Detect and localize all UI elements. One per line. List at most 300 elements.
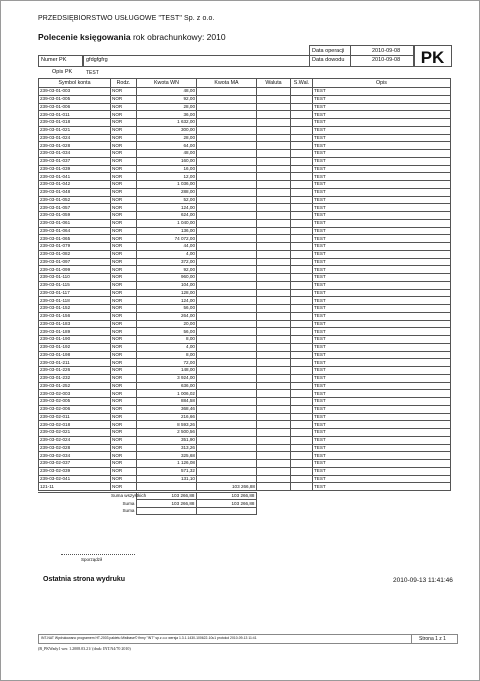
table-row: [39, 126, 451, 134]
row-s-wal: [291, 188, 313, 196]
row-symbol: 239-03-01-183: [39, 320, 111, 328]
row-opis: TEST: [313, 405, 451, 413]
row-symbol: 239-03-01-118: [39, 297, 111, 305]
row-s-wal: [291, 126, 313, 134]
row-opis: TEST: [313, 460, 451, 468]
row-s-wal: [291, 134, 313, 142]
row-waluta: [257, 374, 291, 382]
row-s-wal: [291, 274, 313, 282]
row-opis: TEST: [313, 126, 451, 134]
row-s-wal: [291, 297, 313, 305]
row-opis: TEST: [313, 111, 451, 119]
row-rodz: NOR: [111, 95, 137, 103]
row-kwota-wn: 2 500,56: [137, 429, 197, 437]
col-opis: Opis: [313, 79, 451, 88]
row-symbol: 239-03-02-041: [39, 475, 111, 483]
row-kwota-wn: 4,00: [137, 250, 197, 258]
row-rodz: NOR: [111, 297, 137, 305]
row-waluta: [257, 467, 291, 475]
row-symbol: 239-03-01-003: [39, 88, 111, 96]
table-row: [39, 165, 451, 173]
row-kwota-ma: [197, 165, 257, 173]
row-kwota-wn: 28,00: [137, 103, 197, 111]
col-rodz: Rodz.: [111, 79, 137, 88]
row-opis: TEST: [313, 157, 451, 165]
row-kwota-ma: [197, 359, 257, 367]
row-s-wal: [291, 196, 313, 204]
row-s-wal: [291, 289, 313, 297]
row-s-wal: [291, 266, 313, 274]
row-kwota-ma: [197, 126, 257, 134]
row-waluta: [257, 150, 291, 158]
postings-table: [38, 78, 451, 491]
row-rodz: NOR: [111, 359, 137, 367]
row-waluta: [257, 475, 291, 483]
row-s-wal: [291, 235, 313, 243]
row-waluta: [257, 398, 291, 406]
row-kwota-wn: 124,00: [137, 204, 197, 212]
row-symbol: 239-03-02-011: [39, 413, 111, 421]
row-opis: TEST: [313, 343, 451, 351]
row-symbol: 239-03-01-011: [39, 111, 111, 119]
row-s-wal: [291, 320, 313, 328]
row-kwota-wn: 92,00: [137, 266, 197, 274]
row-rodz: NOR: [111, 126, 137, 134]
row-kwota-wn: 48,00: [137, 150, 197, 158]
row-rodz: NOR: [111, 258, 137, 266]
row-waluta: [257, 204, 291, 212]
row-rodz: NOR: [111, 142, 137, 150]
row-s-wal: [291, 336, 313, 344]
row-rodz: NOR: [111, 351, 137, 359]
row-s-wal: [291, 165, 313, 173]
table-row: [39, 274, 451, 282]
row-waluta: [257, 173, 291, 181]
row-opis: TEST: [313, 150, 451, 158]
row-kwota-wn: 148,00: [137, 367, 197, 375]
sum-all-row: [38, 493, 450, 500]
row-waluta: [257, 196, 291, 204]
row-rodz: NOR: [111, 173, 137, 181]
row-symbol: 239-03-01-252: [39, 382, 111, 390]
row-rodz: NOR: [111, 266, 137, 274]
row-kwota-ma: [197, 444, 257, 452]
row-opis: TEST: [313, 297, 451, 305]
row-rodz: NOR: [111, 460, 137, 468]
row-opis: TEST: [313, 95, 451, 103]
table-row: [39, 88, 451, 96]
table-row: [39, 219, 451, 227]
row-rodz: NOR: [111, 165, 137, 173]
row-rodz: NOR: [111, 219, 137, 227]
footer-program-text: INT-NAT Wydrukowano programem HT-2003 pakietu Mistbase© firmy "INT" sp.z.o.o wersja 1.3.1.1430-100622-10u1 protokol 2010-09-13 11:41: [41, 636, 257, 640]
col-symbol-konta: Symbol konta: [39, 79, 111, 88]
row-kwota-wn: 56,00: [137, 305, 197, 313]
row-symbol: 239-03-01-190: [39, 336, 111, 344]
row-s-wal: [291, 382, 313, 390]
row-kwota-ma: [197, 95, 257, 103]
row-kwota-ma: [197, 405, 257, 413]
row-s-wal: [291, 173, 313, 181]
table-row: [39, 374, 451, 382]
row-symbol: 239-03-02-039: [39, 467, 111, 475]
row-opis: TEST: [313, 134, 451, 142]
row-kwota-wn: 1 126,08: [137, 460, 197, 468]
row-rodz: NOR: [111, 235, 137, 243]
row-kwota-ma: [197, 204, 257, 212]
row-rodz: NOR: [111, 157, 137, 165]
row-symbol: 239-03-01-117: [39, 289, 111, 297]
row-symbol: 239-03-01-048: [39, 188, 111, 196]
sum-ma: 103 266,88: [196, 500, 256, 507]
row-opis: TEST: [313, 188, 451, 196]
row-symbol: 239-03-01-192: [39, 343, 111, 351]
table-row: [39, 413, 451, 421]
row-s-wal: [291, 181, 313, 189]
row-opis: TEST: [313, 289, 451, 297]
row-rodz: NOR: [111, 204, 137, 212]
row-kwota-ma: [197, 452, 257, 460]
row-kwota-ma: [197, 398, 257, 406]
row-waluta: [257, 281, 291, 289]
row-waluta: [257, 413, 291, 421]
row-opis: TEST: [313, 88, 451, 96]
table-row: [39, 150, 451, 158]
row-kwota-ma: [197, 320, 257, 328]
row-kwota-wn: 128,00: [137, 289, 197, 297]
row-kwota-ma: [197, 305, 257, 313]
footer-code: (B_PKWady1 wer. 1.2008.03.21/ (druk: INT.N4/70 2010): [38, 646, 131, 651]
row-opis: TEST: [313, 483, 451, 491]
row-waluta: [257, 305, 291, 313]
row-s-wal: [291, 305, 313, 313]
row-rodz: NOR: [111, 289, 137, 297]
row-opis: TEST: [313, 227, 451, 235]
row-opis: TEST: [313, 452, 451, 460]
row-kwota-wn: [137, 483, 197, 491]
row-kwota-ma: [197, 413, 257, 421]
row-opis: TEST: [313, 413, 451, 421]
data-operacji-label: Data operacji: [312, 47, 345, 54]
row-rodz: NOR: [111, 390, 137, 398]
row-kwota-wn: 124,00: [137, 297, 197, 305]
table-row: [39, 405, 451, 413]
row-opis: TEST: [313, 103, 451, 111]
row-kwota-ma: [197, 475, 257, 483]
row-opis: TEST: [313, 467, 451, 475]
row-waluta: [257, 444, 291, 452]
row-symbol: 239-03-01-198: [39, 351, 111, 359]
row-waluta: [257, 274, 291, 282]
row-waluta: [257, 436, 291, 444]
row-opis: TEST: [313, 181, 451, 189]
table-row: [39, 227, 451, 235]
row-symbol: 239-03-01-005: [39, 95, 111, 103]
row-kwota-wn: 1 036,00: [137, 181, 197, 189]
row-s-wal: [291, 258, 313, 266]
row-symbol: 239-03-01-110: [39, 274, 111, 282]
row-s-wal: [291, 398, 313, 406]
header-dates-block: [309, 45, 415, 67]
sum-all-ma: 103 266,88: [196, 493, 256, 500]
row-kwota-ma: [197, 111, 257, 119]
row-waluta: [257, 483, 291, 491]
table-row: [39, 460, 451, 468]
row-kwota-wn: 636,00: [137, 382, 197, 390]
row-waluta: [257, 95, 291, 103]
row-s-wal: [291, 227, 313, 235]
row-kwota-wn: 36,00: [137, 111, 197, 119]
row-rodz: NOR: [111, 312, 137, 320]
row-kwota-wn: 4,00: [137, 343, 197, 351]
document-title: [38, 32, 226, 42]
print-timestamp: 2010-09-13 11:41:46: [393, 577, 453, 584]
row-rodz: NOR: [111, 328, 137, 336]
row-symbol: 239-03-02-003: [39, 390, 111, 398]
row-symbol: 239-03-01-115: [39, 281, 111, 289]
row-s-wal: [291, 95, 313, 103]
row-rodz: NOR: [111, 382, 137, 390]
row-kwota-ma: [197, 196, 257, 204]
row-s-wal: [291, 421, 313, 429]
row-symbol: 239-03-01-039: [39, 165, 111, 173]
row-opis: TEST: [313, 173, 451, 181]
sum-all-label: Suma wszystkich: [111, 493, 147, 499]
row-waluta: [257, 111, 291, 119]
table-row: [39, 343, 451, 351]
row-opis: TEST: [313, 142, 451, 150]
row-opis: TEST: [313, 382, 451, 390]
row-kwota-wn: 131,10: [137, 475, 197, 483]
table-row: [39, 312, 451, 320]
row-opis: TEST: [313, 436, 451, 444]
row-s-wal: [291, 374, 313, 382]
row-rodz: NOR: [111, 243, 137, 251]
row-opis: TEST: [313, 359, 451, 367]
row-kwota-wn: 136,00: [137, 227, 197, 235]
table-row: [39, 483, 451, 491]
row-waluta: [257, 142, 291, 150]
row-s-wal: [291, 413, 313, 421]
row-rodz: NOR: [111, 343, 137, 351]
row-rodz: NOR: [111, 452, 137, 460]
row-opis: TEST: [313, 374, 451, 382]
row-kwota-ma: [197, 227, 257, 235]
company-name: PRZEDSIĘBIORSTWO USŁUGOWE "TEST" Sp. z o.o.: [38, 15, 215, 22]
row-s-wal: [291, 467, 313, 475]
row-kwota-wn: 104,00: [137, 281, 197, 289]
sum-row: [38, 500, 450, 507]
row-opis: TEST: [313, 250, 451, 258]
row-s-wal: [291, 142, 313, 150]
row-opis: TEST: [313, 196, 451, 204]
table-row: [39, 444, 451, 452]
row-waluta: [257, 235, 291, 243]
row-waluta: [257, 367, 291, 375]
row-kwota-wn: 624,00: [137, 212, 197, 220]
row-waluta: [257, 405, 291, 413]
row-kwota-ma: [197, 142, 257, 150]
row-kwota-wn: 72,00: [137, 359, 197, 367]
row-rodz: NOR: [111, 405, 137, 413]
row-waluta: [257, 103, 291, 111]
row-symbol: 239-03-01-189: [39, 328, 111, 336]
row-kwota-wn: 351,90: [137, 436, 197, 444]
row-rodz: NOR: [111, 111, 137, 119]
table-row: [39, 188, 451, 196]
row-opis: TEST: [313, 398, 451, 406]
row-kwota-wn: 44,00: [137, 243, 197, 251]
table-row: [39, 429, 451, 437]
row-kwota-ma: [197, 157, 257, 165]
table-row: [39, 320, 451, 328]
row-kwota-wn: 288,00: [137, 188, 197, 196]
row-rodz: NOR: [111, 274, 137, 282]
row-s-wal: [291, 460, 313, 468]
row-rodz: NOR: [111, 444, 137, 452]
opis-pk-value: TEST: [86, 70, 99, 76]
row-kwota-ma: 103 266,88: [197, 483, 257, 491]
row-waluta: [257, 343, 291, 351]
row-opis: TEST: [313, 274, 451, 282]
table-row: [39, 266, 451, 274]
row-kwota-wn: 52,00: [137, 196, 197, 204]
row-symbol: 239-03-01-156: [39, 312, 111, 320]
row-waluta: [257, 351, 291, 359]
row-kwota-wn: 884,58: [137, 398, 197, 406]
row-kwota-wn: 64,00: [137, 142, 197, 150]
row-rodz: NOR: [111, 227, 137, 235]
document-code: PK: [420, 48, 445, 67]
row-s-wal: [291, 452, 313, 460]
table-row: [39, 157, 451, 165]
row-kwota-ma: [197, 336, 257, 344]
row-rodz: NOR: [111, 413, 137, 421]
table-row: [39, 297, 451, 305]
row-symbol: 239-03-01-052: [39, 196, 111, 204]
row-waluta: [257, 460, 291, 468]
table-row: [39, 436, 451, 444]
row-kwota-wn: 12,00: [137, 173, 197, 181]
row-symbol: 239-03-02-006: [39, 405, 111, 413]
row-waluta: [257, 165, 291, 173]
row-kwota-wn: 368,46: [137, 405, 197, 413]
row-waluta: [257, 429, 291, 437]
last-page-note: Ostatnia strona wydruku: [43, 576, 126, 583]
row-symbol: 239-03-01-041: [39, 173, 111, 181]
table-row: [39, 475, 451, 483]
row-kwota-wn: 1 632,00: [137, 119, 197, 127]
table-row: [39, 421, 451, 429]
row-opis: TEST: [313, 119, 451, 127]
row-waluta: [257, 119, 291, 127]
row-s-wal: [291, 343, 313, 351]
row-kwota-ma: [197, 88, 257, 96]
row-s-wal: [291, 150, 313, 158]
row-kwota-wn: 8,00: [137, 351, 197, 359]
row-symbol: 121-11: [39, 483, 111, 491]
table-row: [39, 243, 451, 251]
row-waluta: [257, 297, 291, 305]
row-symbol: 239-03-01-065: [39, 235, 111, 243]
row-kwota-wn: 960,00: [137, 274, 197, 282]
table-row: [39, 173, 451, 181]
header-number-block: [38, 55, 308, 77]
row-rodz: NOR: [111, 188, 137, 196]
row-kwota-wn: 48,00: [137, 88, 197, 96]
row-symbol: 239-03-01-018: [39, 119, 111, 127]
data-dowodu-value: 2010-09-08: [372, 57, 401, 63]
document-code-box: [413, 45, 452, 67]
row-symbol: 239-03-01-006: [39, 103, 111, 111]
row-kwota-wn: 3 924,00: [137, 374, 197, 382]
row-kwota-wn: 8 593,26: [137, 421, 197, 429]
row-s-wal: [291, 111, 313, 119]
row-kwota-ma: [197, 390, 257, 398]
row-rodz: NOR: [111, 212, 137, 220]
row-waluta: [257, 88, 291, 96]
row-waluta: [257, 266, 291, 274]
row-s-wal: [291, 88, 313, 96]
row-kwota-wn: 8,00: [137, 336, 197, 344]
row-symbol: 239-03-02-034: [39, 452, 111, 460]
table-row: [39, 452, 451, 460]
row-kwota-ma: [197, 258, 257, 266]
row-kwota-wn: 92,00: [137, 95, 197, 103]
row-symbol: 239-03-01-079: [39, 243, 111, 251]
col-kwota-ma: Kwota MA: [197, 79, 257, 88]
row-opis: TEST: [313, 305, 451, 313]
row-kwota-ma: [197, 235, 257, 243]
row-kwota-ma: [197, 328, 257, 336]
table-row: [39, 204, 451, 212]
row-kwota-wn: 56,00: [137, 328, 197, 336]
table-row: [39, 281, 451, 289]
row-kwota-ma: [197, 429, 257, 437]
sum-row-empty: [38, 507, 450, 514]
row-opis: TEST: [313, 320, 451, 328]
row-rodz: NOR: [111, 150, 137, 158]
table-row: [39, 351, 451, 359]
row-rodz: NOR: [111, 196, 137, 204]
row-waluta: [257, 359, 291, 367]
row-symbol: 239-03-02-037: [39, 460, 111, 468]
table-row: [39, 467, 451, 475]
row-rodz: NOR: [111, 305, 137, 313]
numer-pk-label: Numer PK: [41, 57, 67, 63]
row-opis: TEST: [313, 312, 451, 320]
row-kwota-ma: [197, 188, 257, 196]
row-symbol: 239-03-01-037: [39, 157, 111, 165]
row-rodz: NOR: [111, 475, 137, 483]
row-rodz: NOR: [111, 103, 137, 111]
table-row: [39, 390, 451, 398]
table-row: [39, 181, 451, 189]
data-dowodu-label: Data dowodu: [312, 57, 345, 63]
row-rodz: NOR: [111, 398, 137, 406]
row-s-wal: [291, 328, 313, 336]
row-kwota-wn: 216,66: [137, 413, 197, 421]
row-kwota-ma: [197, 150, 257, 158]
row-s-wal: [291, 351, 313, 359]
row-symbol: 239-03-02-028: [39, 444, 111, 452]
row-symbol: 239-03-01-061: [39, 219, 111, 227]
row-kwota-wn: 313,26: [137, 444, 197, 452]
row-kwota-ma: [197, 351, 257, 359]
footer-bar: [38, 634, 458, 644]
row-kwota-wn: 372,00: [137, 258, 197, 266]
row-kwota-ma: [197, 382, 257, 390]
